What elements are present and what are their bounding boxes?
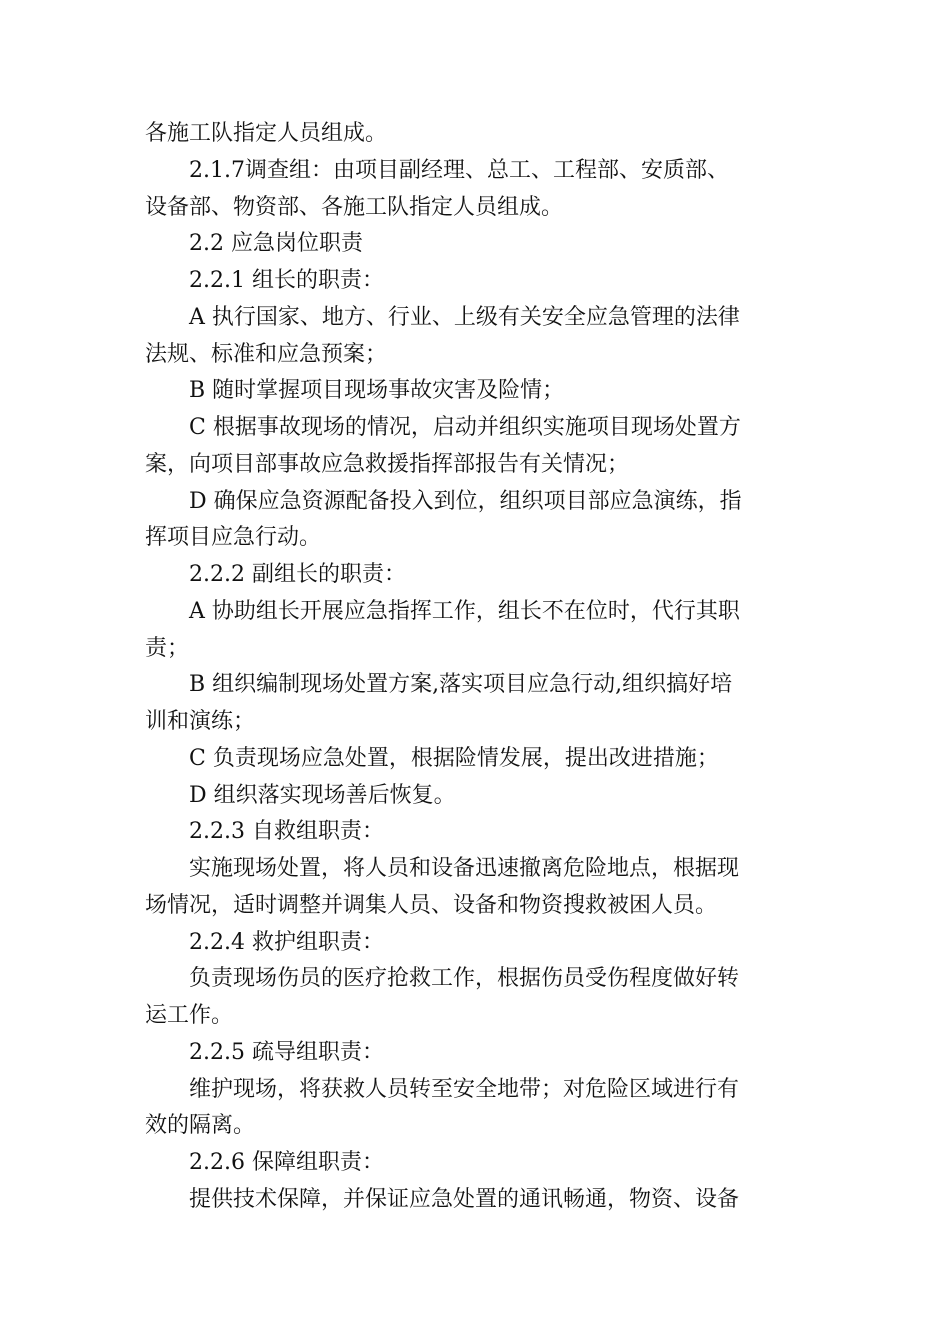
text-line: B 随时掌握项目现场事故灾害及险情； bbox=[189, 378, 565, 404]
text-line: D 组织落实现场善后恢复。 bbox=[189, 782, 456, 808]
text-line: 2.2.5 疏导组职责： bbox=[189, 1039, 384, 1065]
text-line: 2.2.1 组长的职责： bbox=[189, 268, 384, 293]
text-line: 2.2.3 自救组职责： bbox=[189, 819, 384, 845]
text-line: 提供技术保障，并保证应急处置的通讯畅通，物资、设备 bbox=[189, 1186, 740, 1212]
text-line: 2.2 应急岗位职责 bbox=[189, 231, 363, 257]
text-line: D 确保应急资源配备投入到位，组织项目部应急演练，指 bbox=[189, 488, 742, 514]
text-line: 实施现场处置，将人员和设备迅速撤离危险地点，根据现 bbox=[189, 856, 740, 881]
text-line: 负责现场伤员的医疗抢救工作，根据伤员受伤程度做好转 bbox=[189, 966, 740, 992]
text-line: 效的隔离。 bbox=[145, 1113, 256, 1139]
text-line: 运工作。 bbox=[145, 1003, 234, 1028]
text-line: 责； bbox=[145, 635, 190, 661]
text-line: 设备部、物资部、各施工队指定人员组成。 bbox=[145, 194, 564, 220]
text-line: 维护现场，将获救人员转至安全地带；对危险区域进行有 bbox=[189, 1076, 740, 1102]
text-line: 训和演练； bbox=[145, 709, 256, 734]
text-line: 2.1.7调查组：由项目副经理、总工、工程部、安质部、 bbox=[189, 157, 729, 183]
text-line: C 根据事故现场的情况，启动并组织实施项目现场处置方 bbox=[189, 415, 741, 440]
text-line: 2.2.4 救护组职责： bbox=[189, 929, 384, 955]
text-line: 挥项目应急行动。 bbox=[145, 525, 322, 551]
text-line: A 执行国家、地方、行业、上级有关安全应急管理的法律 bbox=[189, 304, 740, 330]
text-line: 场情况，适时调整并调集人员、设备和物资搜救被困人员。 bbox=[145, 892, 718, 918]
text-line: C 负责现场应急处置，根据险情发展，提出改进措施； bbox=[189, 745, 719, 771]
text-line: 2.2.2 副组长的职责： bbox=[189, 562, 406, 587]
text-line: 案，向项目部事故应急救援指挥部报告有关情况； bbox=[145, 451, 630, 477]
text-line: 各施工队指定人员组成。 bbox=[145, 121, 388, 146]
text-line: 法规、标准和应急预案； bbox=[145, 341, 388, 367]
text-line: 2.2.6 保障组职责： bbox=[189, 1150, 384, 1175]
text-line: B 组织编制现场处置方案,落实项目应急行动,组织搞好培 bbox=[189, 672, 733, 698]
text-line: A 协助组长开展应急指挥工作，组长不在位时，代行其职 bbox=[189, 598, 740, 624]
